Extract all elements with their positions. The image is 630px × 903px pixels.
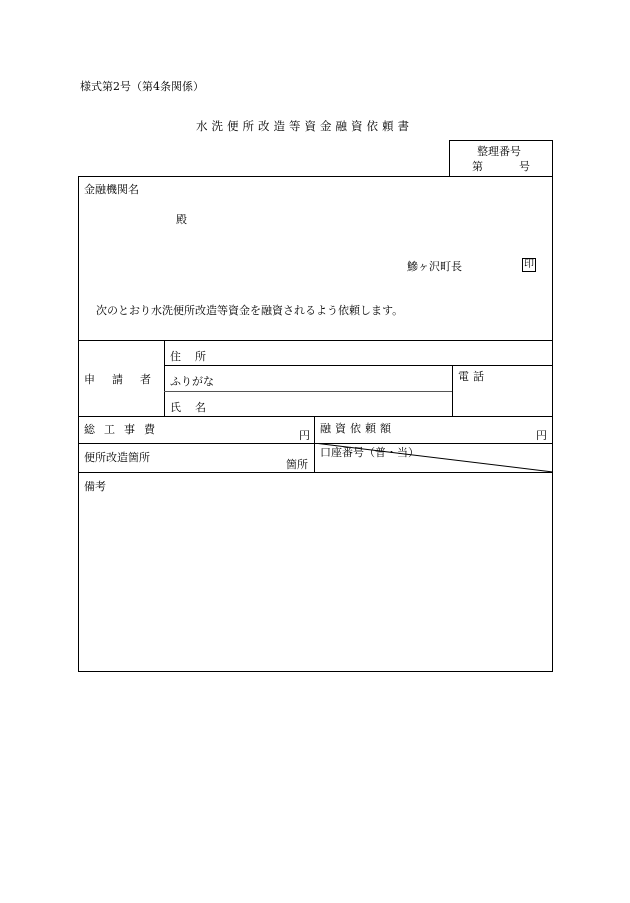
- applicant-label-text: 申請者: [84, 373, 168, 386]
- phone-label: 電話: [458, 370, 488, 383]
- issuer-name: 鰺ヶ沢町長: [407, 260, 462, 273]
- total-cost-label: 総工事費: [84, 423, 164, 436]
- account-number-label: 口座番号（普・当）: [320, 446, 419, 459]
- loan-amount-label: 融資依頼額: [320, 422, 395, 435]
- applicant-top-line: [78, 340, 553, 341]
- address-label: 住所: [170, 350, 220, 363]
- reference-dai: 第: [472, 160, 483, 173]
- applicant-label: [84, 373, 168, 386]
- seal-mark: 印: [524, 259, 534, 270]
- furigana-label: ふりがな: [170, 375, 214, 388]
- request-text: 次のとおり水洗便所改造等資金を融資されるよう依頼します。: [96, 304, 404, 317]
- seal-box: [522, 258, 536, 272]
- furigana-bottom-line: [164, 391, 452, 392]
- toilet-locations-label: 便所改造箇所: [84, 451, 150, 464]
- account-diagonal-line: [314, 443, 553, 472]
- bank-name-label: 金融機関名: [84, 183, 139, 196]
- toilet-locations-unit: 箇所: [286, 458, 308, 471]
- phone-divider: [452, 365, 453, 416]
- dono-honorific: 殿: [176, 213, 187, 226]
- form-number: 様式第2号（第4条関係）: [80, 80, 204, 93]
- remarks-label: 備考: [84, 480, 106, 493]
- document-title: 水洗便所改造等資金融資依頼書: [196, 119, 413, 133]
- name-label: 氏名: [170, 401, 220, 414]
- reference-number-box: [449, 140, 553, 177]
- reference-go: 号: [519, 160, 530, 173]
- remarks-top-line: [78, 472, 553, 473]
- total-cost-unit: 円: [299, 429, 310, 442]
- reference-number-label: 整理番号: [477, 145, 521, 158]
- cost-top-line: [78, 416, 553, 417]
- address-bottom-line: [164, 365, 553, 366]
- loan-amount-unit: 円: [536, 429, 547, 442]
